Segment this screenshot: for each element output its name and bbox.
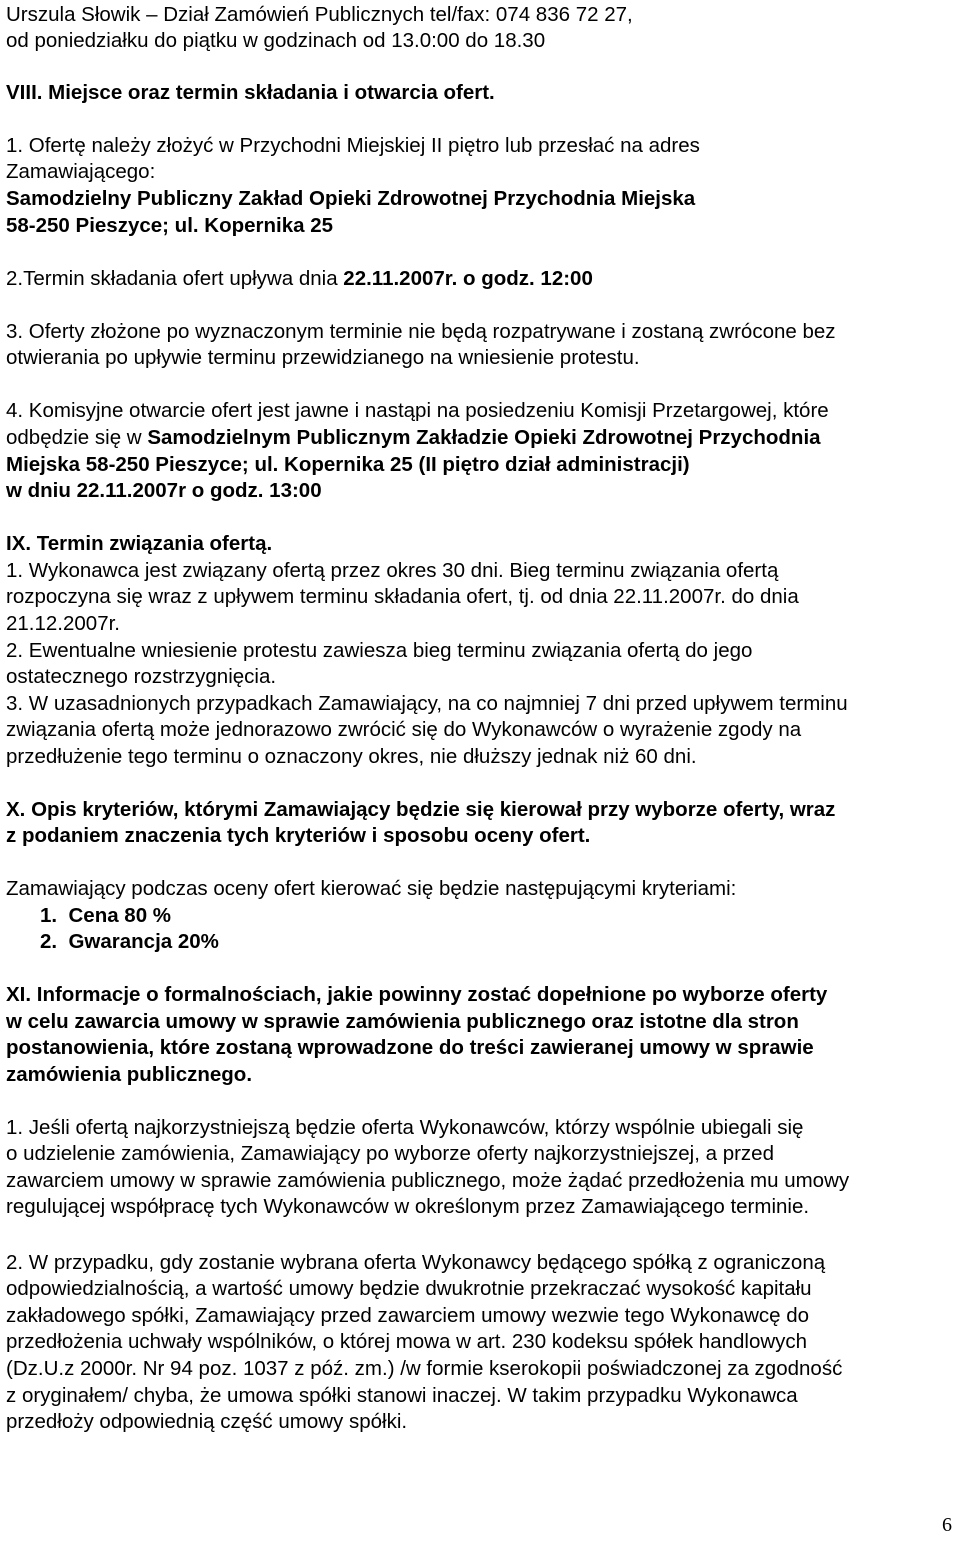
section-xi-p2-line1: 2. W przypadku, gdy zostanie wybrana oferta Wykonawcy będącego spółką z ograniczoną [6,1251,826,1274]
section-xi-p2-line7: przedłoży odpowiednią część umowy spółki. [6,1410,408,1433]
section-xi-heading-line4: zamówienia publicznego. [6,1063,253,1086]
section-ix-line4: 2. Ewentualne wniesienie protestu zawiesza bieg terminu związania ofertą do jego [6,639,753,662]
section-xi-p1-line2: o udzielenie zamówienia, Zamawiający po wyborze oferty najkorzystniejszej, a przed [6,1142,774,1165]
opening-place-bold: Samodzielnym Publicznym Zakładzie Opieki Zdrowotnej Przychodnia [147,426,821,449]
section-xi-p2-line6: z oryginałem/ chyba, że umowa spółki stanowi inaczej. W takim przypadku Wykonawca [6,1384,798,1407]
section-viii-p1-line2: Zamawiającego: [6,160,156,183]
section-xi-p1-line4: regulującej współpracę tych Wykonawców w określonym przez Zamawiającego terminie. [6,1195,810,1218]
section-ix-line8: przedłużenie tego terminu o oznaczony okres, nie dłuższy jednak niż 60 dni. [6,745,697,768]
section-ix-line1: 1. Wykonawca jest związany ofertą przez okres 30 dni. Bieg terminu związania ofertą [6,559,779,582]
section-xi-p2-line5: (Dz.U.z 2000r. Nr 94 poz. 1037 z póź. zm.) /w formie kserokopii poświadczonej za zgodność [6,1357,843,1380]
section-viii-p3-line1: 3. Oferty złożone po wyznaczonym terminie nie będą rozpatrywane i zostaną zwrócone bez [6,320,836,343]
section-xi-p2-line3: zakładowego spółki, Zamawiający przed zawarciem umowy wezwie tego Wykonawcę do [6,1304,810,1327]
section-ix-line2: rozpoczyna się wraz z upływem terminu składania ofert, tj. od dnia 22.11.2007r. do dnia [6,585,799,608]
header-contact-line: Urszula Słowik – Dział Zamówień Publicznych tel/fax: 074 836 72 27, [6,3,633,26]
opening-place-text: odbędzie się w [6,426,148,449]
section-xi-p2-line4: przedłożenia uchwały wspólników, o której mowa w art. 230 kodeksu spółek handlowych [6,1330,808,1353]
section-x-heading-line2: z podaniem znaczenia tych kryteriów i sposobu oceny ofert. [6,824,591,847]
section-viii-p1-line4: 58-250 Pieszyce; ul. Kopernika 25 [6,214,334,237]
section-viii-p1-line1: 1. Ofertę należy złożyć w Przychodni Miejskiej II piętro lub przesłać na adres [6,134,700,157]
section-ix-line7: związania ofertą może jednorazowo zwrócić się do Wykonawców o wyrażenie zgody na [6,718,802,741]
section-viii-p1-line3: Samodzielny Publiczny Zakład Opieki Zdrowotnej Przychodnia Miejska [6,187,696,210]
criteria-item-warranty: 2. Gwarancja 20% [40,930,219,953]
section-xi-p1-line3: zawarciem umowy w sprawie zamówienia publicznego, może żądać przedłożenia mu umowy [6,1169,850,1192]
page-number: 6 [942,1514,952,1536]
section-ix-line3: 21.12.2007r. [6,612,120,635]
section-ix-line6: 3. W uzasadnionych przypadkach Zamawiający, na co najmniej 7 dni przed upływem terminu [6,692,848,715]
section-x-intro: Zamawiający podczas oceny ofert kierować się będzie następującymi kryteriami: [6,877,737,900]
section-viii-p4-line1: 4. Komisyjne otwarcie ofert jest jawne i nastąpi na posiedzeniu Komisji Przetargowej, które [6,399,829,422]
section-xi-heading-line2: w celu zawarcia umowy w sprawie zamówienia publicznego oraz istotne dla stron [6,1010,799,1033]
section-viii-p4-line4: w dniu 22.11.2007r o godz. 13:00 [6,479,322,502]
section-xi-heading-line1: XI. Informacje o formalnościach, jakie powinny zostać dopełnione po wyborze oferty [6,983,828,1006]
section-viii-p3-line2: otwierania po upływie terminu przewidzianego na wniesienie protestu. [6,346,640,369]
header-hours-line: od poniedziałku do piątku w godzinach od 13.0:00 do 18.30 [6,29,546,52]
criteria-item-price: 1. Cena 80 % [40,904,172,927]
section-viii-p4-line3: Miejska 58-250 Pieszyce; ul. Kopernika 25 (II piętro dział administracji) [6,453,690,476]
section-ix-heading: IX. Termin związania ofertą. [6,532,273,555]
section-viii-heading: VIII. Miejsce oraz termin składania i otwarcia ofert. [6,81,495,104]
deadline-date: 22.11.2007r. o godz. 12:00 [343,267,593,290]
section-xi-p1-line1: 1. Jeśli ofertą najkorzystniejszą będzie oferta Wykonawców, którzy wspólnie ubiegali się [6,1116,804,1139]
deadline-text: 2.Termin składania ofert upływa dnia [6,267,344,290]
section-xi-heading-line3: postanowienia, które zostaną wprowadzone do treści zawieranej umowy w sprawie [6,1036,814,1059]
section-ix-line5: ostatecznego rozstrzygnięcia. [6,665,277,688]
section-viii-p4-line2 [6,425,821,452]
section-xi-p2-line2: odpowiedzialnością, a wartość umowy będzie dwukrotnie przekraczać wysokość kapitału [6,1277,812,1300]
section-x-heading-line1: X. Opis kryteriów, którymi Zamawiający będzie się kierował przy wyborze oferty, wraz [6,798,836,821]
section-viii-p2 [6,266,593,293]
